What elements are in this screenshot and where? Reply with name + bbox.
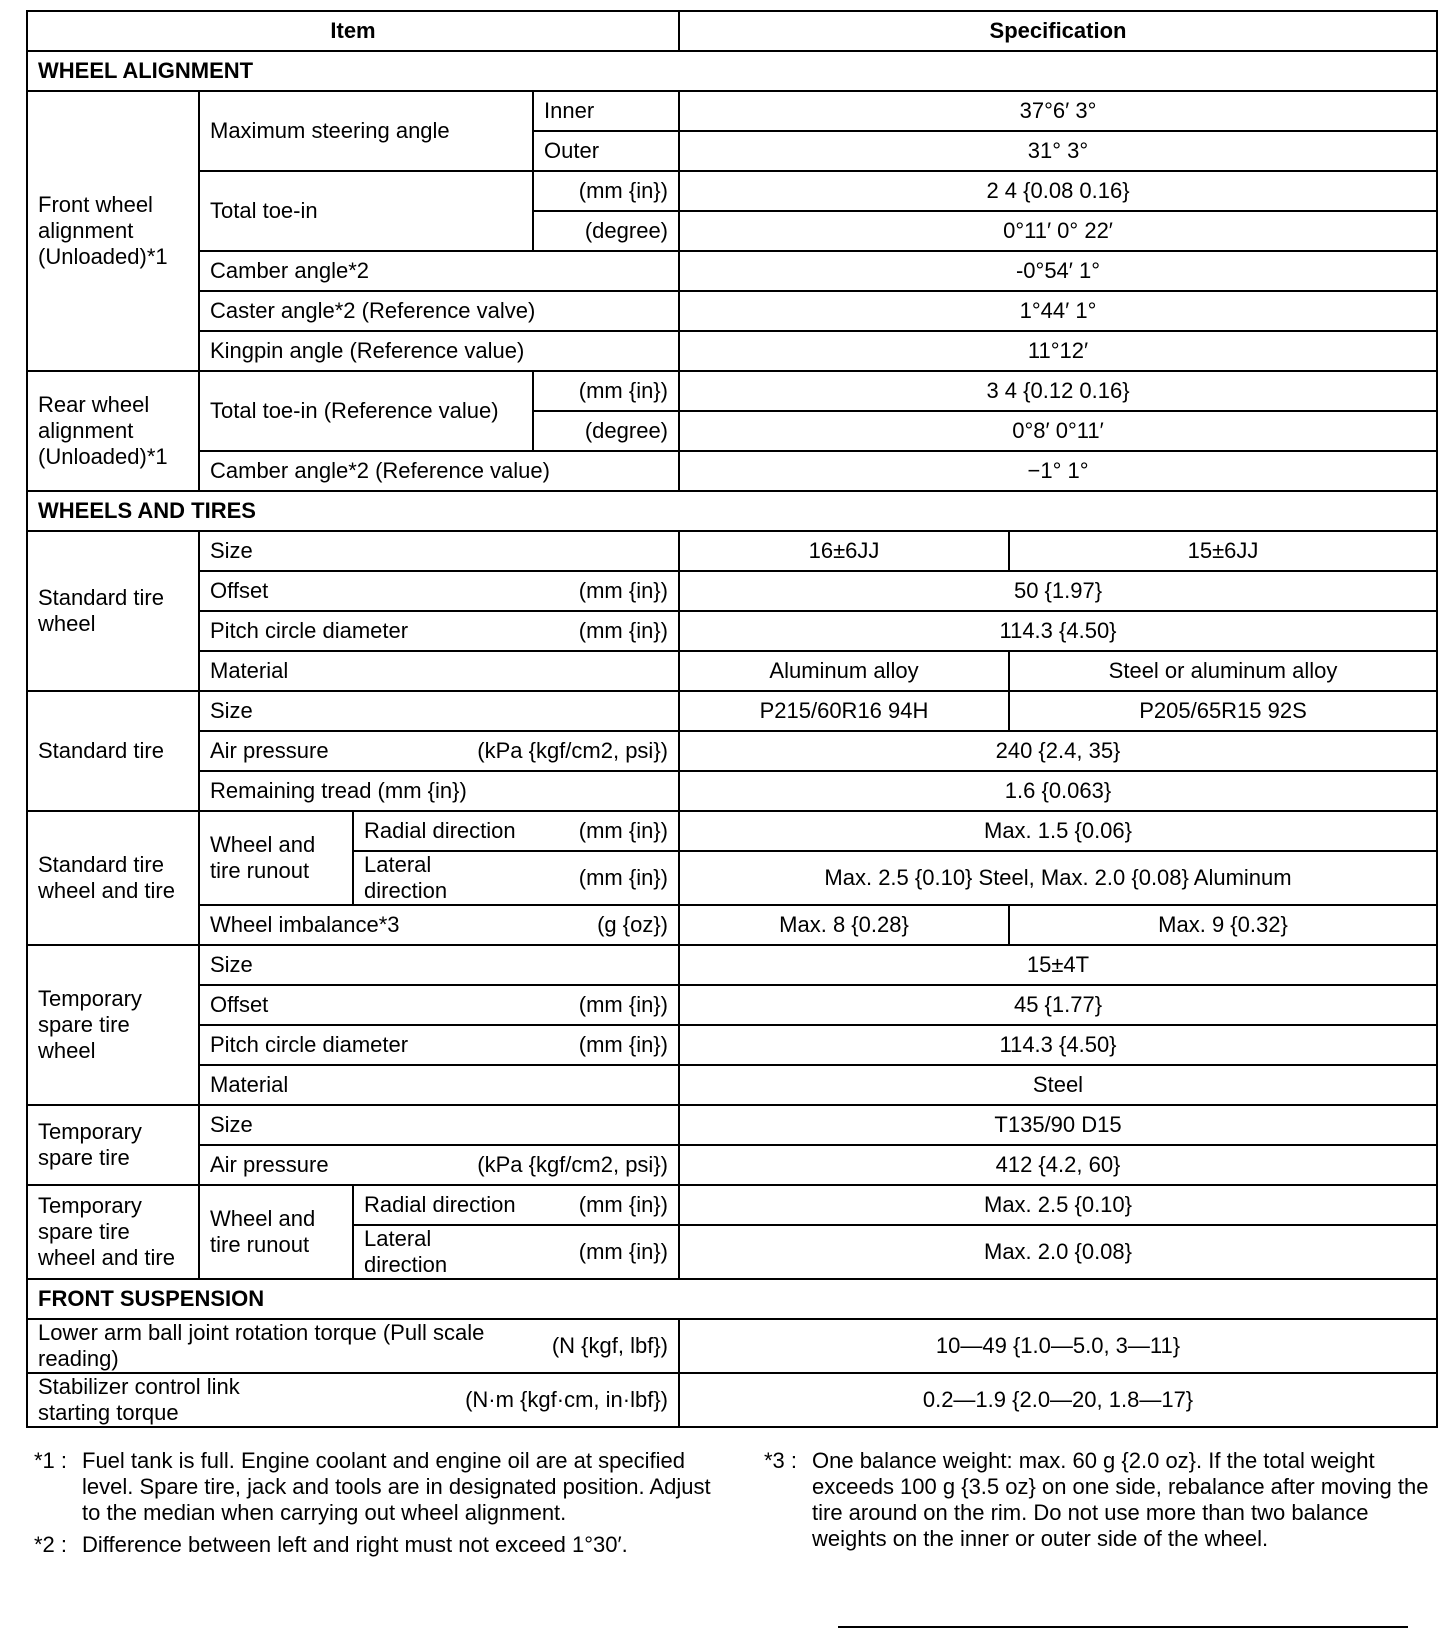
stabilizer-value: 0.2—1.9 {2.0—20, 1.8—17} (679, 1373, 1437, 1427)
table-header-row (27, 11, 1437, 51)
temp-tire-group: Temporary spare tire (27, 1105, 199, 1185)
footnote-1-mark: *1 : (34, 1448, 68, 1473)
temp-runout-label: Wheel and tire runout (199, 1185, 353, 1279)
temp-tire-air-value: 412 {4.2, 60} (679, 1145, 1437, 1185)
table-row (27, 171, 1437, 211)
rear-toe-label: Total toe-in (Reference value) (199, 371, 533, 451)
front-camber-label: Camber angle*2 (199, 251, 679, 291)
temp-tire-size-value: T135/90 D15 (679, 1105, 1437, 1145)
footnote-3 (764, 1448, 1434, 1552)
table-row (27, 331, 1437, 371)
section-wheel-alignment: WHEEL ALIGNMENT (27, 51, 1437, 91)
temp-wheel-pcd-label: Pitch circle diameter (210, 1032, 409, 1057)
std-tire-air-unit: (kPa {kgf/cm2, psi}) (477, 738, 668, 763)
std-tire-air-label: Air pressure (210, 738, 329, 763)
rear-camber-value: −1° 1° (679, 451, 1437, 491)
table-row (27, 1319, 1437, 1373)
temp-radial-label: Radial direction (364, 1192, 516, 1217)
table-row (27, 905, 1437, 945)
std-tire-size-label: Size (199, 691, 679, 731)
table-row (27, 811, 1437, 851)
temp-wheel-pcd-unit: (mm {in}) (578, 1032, 668, 1057)
temp-wheel-pcd-value: 114.3 {4.50} (679, 1025, 1437, 1065)
footnote-1-text: Fuel tank is full. Engine coolant and engine oil are at specified level. Spare tire, jack and tools are in designated position. Adjust to the median when carrying out wheel alignment. (82, 1448, 711, 1525)
max-steering-label: Maximum steering angle (199, 91, 533, 171)
std-wheel-size-a: 16±6JJ (679, 531, 1009, 571)
temp-lateral-label: Lateral direction (364, 1226, 448, 1277)
temp-wheel-group: Temporary spare tire wheel (27, 945, 199, 1105)
specification-header: Specification (679, 11, 1437, 51)
stabilizer-unit: (N·m {kgf·cm, in·lbf}) (465, 1387, 668, 1412)
imbalance-unit: (g {oz}) (597, 912, 668, 937)
table-row (27, 91, 1437, 131)
std-lateral-unit: (mm {in}) (578, 865, 668, 890)
table-row (27, 691, 1437, 731)
std-lateral-label: Lateral direction (364, 852, 448, 903)
item-header: Item (27, 11, 679, 51)
caster-value: 1°44′ 1° (679, 291, 1437, 331)
table-row (27, 371, 1437, 411)
std-wheel-material-label: Material (199, 651, 679, 691)
footnote-1 (34, 1448, 714, 1526)
table-row (27, 1185, 1437, 1225)
temp-tire-air-label: Air pressure (210, 1152, 329, 1177)
imbalance-a: Max. 8 {0.28} (679, 905, 1009, 945)
table-row (27, 571, 1437, 611)
std-wheel-offset-value: 50 {1.97} (679, 571, 1437, 611)
std-wheel-pcd-label: Pitch circle diameter (210, 618, 409, 643)
front-toe-deg-unit: (degree) (533, 211, 679, 251)
rear-toe-deg-unit: (degree) (533, 411, 679, 451)
imbalance-b: Max. 9 {0.32} (1009, 905, 1437, 945)
std-wheel-material-b: Steel or aluminum alloy (1009, 651, 1437, 691)
table-row (27, 771, 1437, 811)
ball-joint-label: Lower arm ball joint rotation torque (Pull scale reading) (38, 1320, 485, 1371)
table-row (27, 731, 1437, 771)
footnote-2-text: Difference between left and right must not exceed 1°30′. (82, 1532, 628, 1557)
std-wheel-pcd-value: 114.3 {4.50} (679, 611, 1437, 651)
footnote-2 (34, 1532, 714, 1558)
caster-label: Caster angle*2 (Reference valve) (199, 291, 679, 331)
std-tire-size-b: P205/65R15 92S (1009, 691, 1437, 731)
inner-label: Inner (533, 91, 679, 131)
table-row (27, 1065, 1437, 1105)
temp-radial-value: Max. 2.5 {0.10} (679, 1185, 1437, 1225)
section-wheels-tires: WHEELS AND TIRES (27, 491, 1437, 531)
std-tire-size-a: P215/60R16 94H (679, 691, 1009, 731)
rear-toe-mm-value: 3 4 {0.12 0.16} (679, 371, 1437, 411)
ball-joint-value: 10—49 {1.0—5.0, 3—11} (679, 1319, 1437, 1373)
rear-toe-mm-unit: (mm {in}) (533, 371, 679, 411)
std-radial-label: Radial direction (364, 818, 516, 843)
table-row (27, 251, 1437, 291)
std-wheel-pcd-unit: (mm {in}) (578, 618, 668, 643)
table-row (27, 451, 1437, 491)
stabilizer-label: Stabilizer control link starting torque (38, 1374, 240, 1425)
table-row (27, 1373, 1437, 1427)
temp-wheel-offset-value: 45 {1.77} (679, 985, 1437, 1025)
std-tire-tread-label: Remaining tread (mm {in}) (199, 771, 679, 811)
table-row (27, 1145, 1437, 1185)
ball-joint-unit: (N {kgf, lbf}) (551, 1333, 668, 1358)
outer-label: Outer (533, 131, 679, 171)
spec-document (26, 10, 1436, 1557)
table-row (27, 985, 1437, 1025)
temp-wheel-size-value: 15±4T (679, 945, 1437, 985)
std-tire-group: Standard tire (27, 691, 199, 811)
kingpin-value: 11°12′ (679, 331, 1437, 371)
kingpin-label: Kingpin angle (Reference value) (199, 331, 679, 371)
temp-wheel-size-label: Size (199, 945, 679, 985)
std-radial-value: Max. 1.5 {0.06} (679, 811, 1437, 851)
rear-toe-deg-value: 0°8′ 0°11′ (679, 411, 1437, 451)
footnote-3-text: One balance weight: max. 60 g {2.0 oz}. If the total weight exceeds 100 g {3.5 oz} on one side, rebalance after moving the tire around on the rim. Do not use more than two balance weights on the inner or outer side of the wheel. (812, 1448, 1429, 1551)
front-toe-mm-value: 2 4 {0.08 0.16} (679, 171, 1437, 211)
table-row (27, 1025, 1437, 1065)
std-lateral-value: Max. 2.5 {0.10} Steel, Max. 2.0 {0.08} Aluminum (679, 851, 1437, 905)
temp-lateral-value: Max. 2.0 {0.08} (679, 1225, 1437, 1279)
std-wheel-size-label: Size (199, 531, 679, 571)
temp-tire-size-label: Size (199, 1105, 679, 1145)
spec-table (26, 10, 1438, 1428)
table-row (27, 291, 1437, 331)
std-radial-unit: (mm {in}) (578, 818, 668, 843)
footnote-3-mark: *3 : (764, 1448, 798, 1473)
temp-lateral-unit: (mm {in}) (578, 1239, 668, 1264)
front-toe-deg-value: 0°11′ 0° 22′ (679, 211, 1437, 251)
temp-radial-unit: (mm {in}) (578, 1192, 668, 1217)
temp-wheel-material-label: Material (199, 1065, 679, 1105)
std-tire-air-value: 240 {2.4, 35} (679, 731, 1437, 771)
std-runout-label: Wheel and tire runout (199, 811, 353, 905)
std-wheel-tire-group: Standard tire wheel and tire (27, 811, 199, 945)
temp-wheel-tire-group: Temporary spare tire wheel and tire (27, 1185, 199, 1279)
std-wheel-group: Standard tire wheel (27, 531, 199, 691)
temp-wheel-offset-label: Offset (210, 992, 269, 1017)
imbalance-label: Wheel imbalance*3 (210, 912, 400, 937)
temp-wheel-material-value: Steel (679, 1065, 1437, 1105)
rear-camber-label: Camber angle*2 (Reference value) (199, 451, 679, 491)
std-wheel-offset-label: Offset (210, 578, 269, 603)
table-row (27, 1105, 1437, 1145)
std-wheel-offset-unit: (mm {in}) (578, 578, 668, 603)
table-row (27, 531, 1437, 571)
front-camber-value: -0°54′ 1° (679, 251, 1437, 291)
front-alignment-group: Front wheel alignment (Unloaded)*1 (27, 91, 199, 371)
bottom-rule (838, 1626, 1408, 1628)
outer-value: 31° 3° (679, 131, 1437, 171)
std-wheel-size-b: 15±6JJ (1009, 531, 1437, 571)
footnote-2-mark: *2 : (34, 1532, 68, 1557)
std-wheel-material-a: Aluminum alloy (679, 651, 1009, 691)
inner-value: 37°6′ 3° (679, 91, 1437, 131)
table-row (27, 945, 1437, 985)
temp-wheel-offset-unit: (mm {in}) (578, 992, 668, 1017)
rear-alignment-group: Rear wheel alignment (Unloaded)*1 (27, 371, 199, 491)
front-toe-mm-unit: (mm {in}) (533, 171, 679, 211)
temp-tire-air-unit: (kPa {kgf/cm2, psi}) (477, 1152, 668, 1177)
section-front-suspension: FRONT SUSPENSION (27, 1279, 1437, 1319)
front-toe-label: Total toe-in (199, 171, 533, 251)
table-row (27, 611, 1437, 651)
std-tire-tread-value: 1.6 {0.063} (679, 771, 1437, 811)
table-row (27, 651, 1437, 691)
